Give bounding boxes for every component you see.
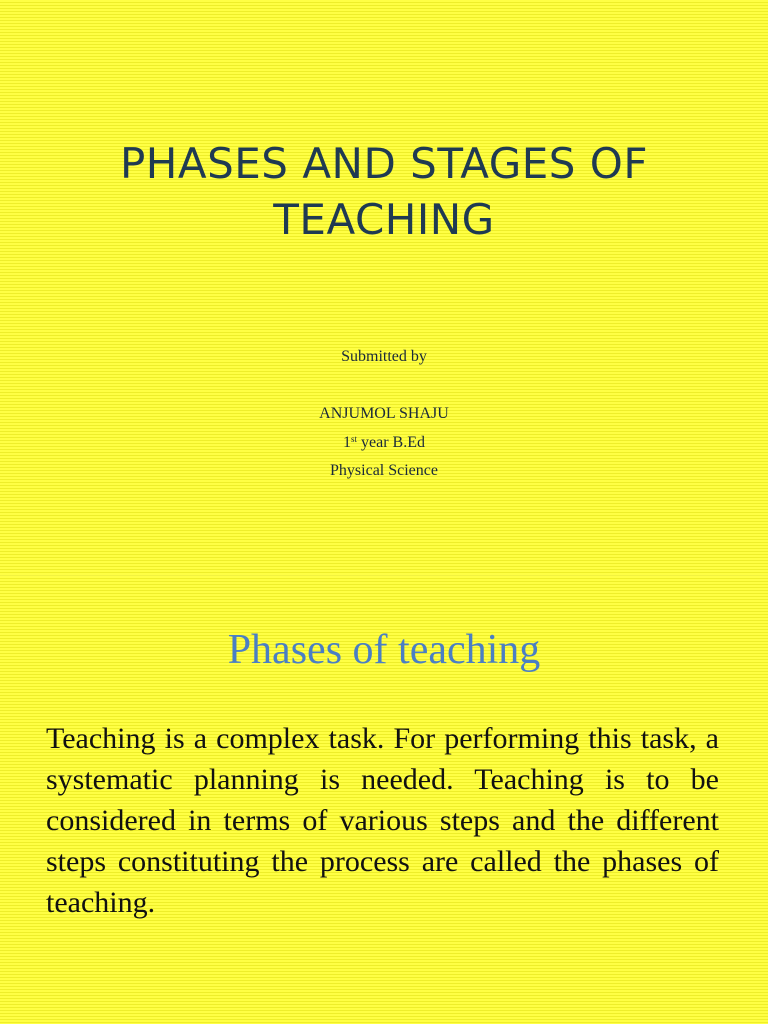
slide-title-text: PHASES AND STAGES OF TEACHING: [119, 139, 649, 244]
section-heading: Phases of teaching: [227, 627, 541, 673]
author-year-number: 1: [343, 434, 351, 451]
submitted-by-label: Submitted by: [341, 348, 427, 365]
author-name: ANJUMOL SHAJU: [319, 405, 449, 422]
author-year: [184, 434, 584, 452]
body-paragraph: Teaching is a complex task. For performing this task, a systematic planning is needed. Teaching is to be considered in terms of various steps and the different steps constituting the process are called the phases of teaching.: [46, 722, 719, 919]
author-department: Physical Science: [330, 462, 438, 479]
slide-phases: [0, 576, 768, 1024]
author-year-rest: year B.Ed: [357, 434, 425, 451]
author-year-suffix: st: [351, 434, 358, 444]
